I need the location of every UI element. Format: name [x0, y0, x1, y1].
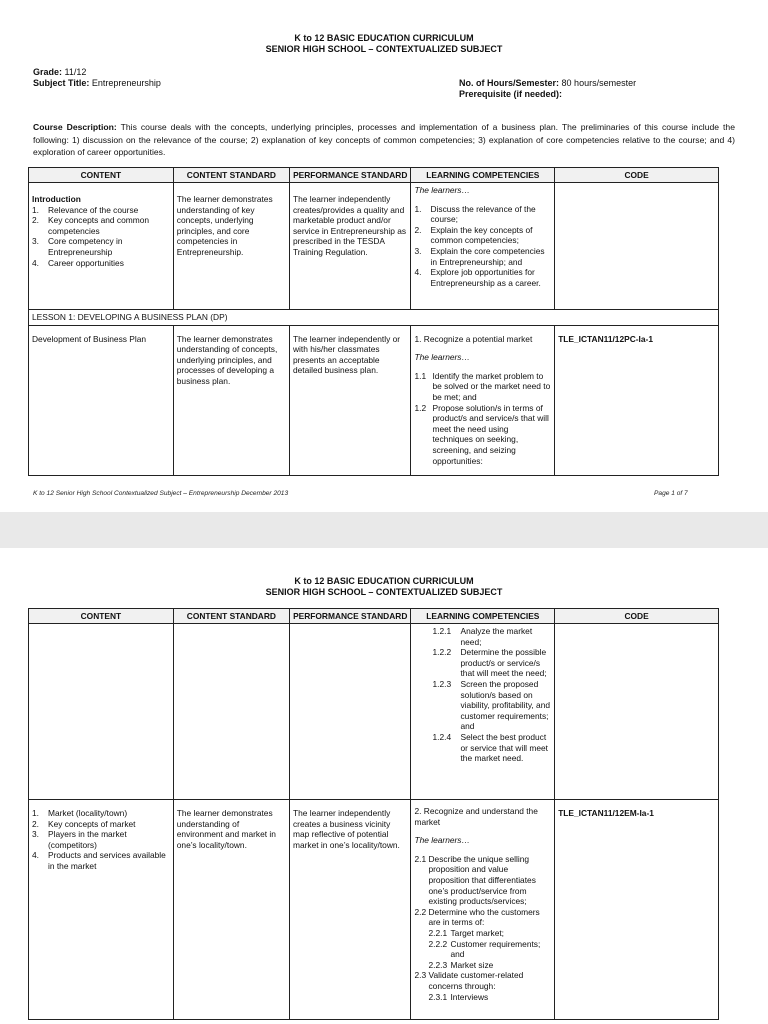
list-item: 1.2 Propose solution/s in terms of product/s and service/s that will meet the need using techniques on seeking, screening, and seizing opportunities: — [414, 402, 549, 466]
page-header — [0, 33, 768, 55]
competency-heading: 2. Recognize and understand the market — [414, 806, 538, 827]
dbp-learning-competencies — [411, 325, 555, 475]
course-description-text: This course deals with the concepts, underlying principles, processes and implementation of a business plan. The preliminaries of this course include the following: 1) discussion on the relevance of the course; 2) explanation of key concepts of common competencies; 3) explanation of core competencies relative to the course; and 4) exploration of career opportunities. — [33, 122, 735, 157]
prerequisite-label: Prerequisite (if needed): — [459, 89, 563, 99]
table-header-row — [29, 609, 719, 624]
intro-content-standard: The learner demonstrates understanding of key concepts, underlying principles, and core competencies in Entrepreneurship. — [173, 183, 289, 310]
market-learning-competencies — [411, 800, 555, 1020]
subject-line — [33, 78, 161, 89]
list-item: 1. Market (locality/town) — [32, 808, 128, 818]
intro-content-cell — [29, 183, 174, 310]
market-performance-standard: The learner independently creates a business vicinity map reflective of potential market in one’s locality/town. — [289, 800, 411, 1020]
hours-value: 80 hours/semester — [561, 78, 637, 88]
market-code-cell — [555, 800, 719, 1020]
lesson-1-row — [29, 310, 719, 326]
empty-cell — [289, 624, 411, 800]
list-item: 1.1 Identify the market problem to be solved or the market need to be met; and — [414, 370, 551, 402]
list-item: 3. Explain the core competencies in Entrepreneurship; and — [414, 245, 545, 267]
intro-performance-standard: The learner independently creates/provides a quality and marketable product and/or service in Entrepreneurship as prescribed in the TESDA Training Regulation. — [289, 183, 411, 310]
curriculum-title: K to 12 BASIC EDUCATION CURRICULUM — [294, 33, 474, 43]
empty-cell — [29, 624, 174, 800]
dbp-content-standard: The learner demonstrates understanding of concepts, underlying principles, and processes of developing a business plan. — [173, 325, 289, 475]
lesson-1-title: LESSON 1: DEVELOPING A BUSINESS PLAN (DP) — [29, 310, 719, 326]
market-content-standard: The learner demonstrates understanding of environment and market in one’s locality/town. — [173, 800, 289, 1020]
list-item: 4. Explore job opportunities for Entrepreneurship as a career. — [414, 267, 541, 288]
curriculum-subtitle: SENIOR HIGH SCHOOL – CONTEXTUALIZED SUBJECT — [265, 44, 503, 54]
empty-cell — [173, 624, 289, 800]
table-header-row — [29, 168, 719, 183]
list-item: 2.2.2 Customer requirements; and — [428, 938, 541, 960]
course-description-label: Course Description: — [33, 122, 117, 132]
intro-learning-competencies — [411, 183, 555, 310]
list-item: 2.2.3 Market size — [428, 959, 494, 970]
curriculum-table-2 — [28, 608, 719, 1020]
header-code: CODE — [555, 168, 719, 183]
list-item: 2.3.1 Interviews — [428, 991, 489, 1002]
list-item: 3. Players in the market (competitors) — [32, 829, 127, 850]
header-content-standard: CONTENT STANDARD — [173, 168, 289, 183]
list-item: 1. Relevance of the course — [32, 204, 139, 215]
intro-code — [555, 183, 719, 310]
learners-label: The learners… — [414, 185, 470, 195]
curriculum-title: K to 12 BASIC EDUCATION CURRICULUM — [294, 576, 474, 586]
table-row-business-plan — [29, 325, 719, 475]
header-learning-competencies: LEARNING COMPETENCIES — [411, 609, 555, 624]
course-description — [33, 121, 735, 159]
competency-code: TLE_ICTAN11/12PC-Ia-1 — [558, 333, 653, 344]
empty-cell — [555, 624, 719, 800]
intro-list — [32, 205, 170, 269]
list-item: 1.2.1 Analyze the market need; — [432, 626, 533, 647]
list-item: 4. Career opportunities — [32, 257, 124, 268]
continued-competencies — [411, 624, 555, 800]
intro-title: Introduction — [32, 194, 81, 204]
list-item: 2.2 Determine who the customers are in terms of: — [414, 906, 540, 928]
market-content-cell — [29, 800, 174, 1020]
dbp-content: Development of Business Plan — [29, 325, 174, 475]
document-page-2 — [0, 548, 768, 1024]
table-row-continuation — [29, 624, 719, 800]
page-header — [0, 576, 768, 598]
grade-line — [33, 67, 86, 78]
list-item: 1.2.2 Determine the possible product/s or service/s that will meet the need; — [432, 647, 547, 679]
grade-value: 11/12 — [64, 67, 87, 77]
footer-left: K to 12 Senior High School Contextualized Subject – Entrepreneurship December 2013 — [33, 490, 289, 497]
dbp-code-cell — [555, 325, 719, 475]
table-row-market — [29, 800, 719, 1020]
header-content: CONTENT — [29, 168, 174, 183]
grade-label: Grade: — [33, 67, 63, 77]
table-row-introduction — [29, 183, 719, 310]
list-item: 3. Core competency in Entrepreneurship — [32, 236, 123, 257]
hours-label: No. of Hours/Semester: — [459, 78, 560, 88]
competency-heading: 1. Recognize a potential market — [414, 333, 533, 344]
list-item: 2. Explain the key concepts of common competencies; — [414, 224, 533, 246]
prerequisite-line — [459, 89, 562, 100]
list-item: 4. Products and services available in the market — [32, 850, 166, 871]
list-item: 2.2.1 Target market; — [428, 927, 505, 938]
list-item: 2. Key concepts of market — [32, 818, 136, 829]
list-item: 2.3 Validate customer-related concerns through: — [414, 970, 524, 991]
dbp-performance-standard: The learner independently or with his/her classmates presents an acceptable detailed business plan. — [289, 325, 411, 475]
learners-label: The learners… — [414, 835, 470, 846]
header-performance-standard: PERFORMANCE STANDARD — [289, 168, 411, 183]
list-item: 1.2.4 Select the best product or service that will meet the market need. — [432, 731, 548, 764]
list-item: 2.1 Describe the unique selling proposition and value proposition that differentiates one’s product/service from existing products/services; — [414, 853, 536, 907]
footer-page-number: Page 1 of 7 — [654, 490, 688, 497]
list-item: 1. Discuss the relevance of the course; — [414, 203, 536, 225]
learners-label: The learners… — [414, 352, 470, 363]
list-item: 1.2.3 Screen the proposed solution/s based on viability, profitability, and customer requirements; and — [432, 678, 551, 732]
hours-line — [459, 78, 636, 89]
header-performance-standard: PERFORMANCE STANDARD — [289, 609, 411, 624]
header-code: CODE — [555, 609, 719, 624]
header-learning-competencies: LEARNING COMPETENCIES — [411, 168, 555, 183]
header-content: CONTENT — [29, 609, 174, 624]
subject-label: Subject Title: — [33, 78, 90, 88]
curriculum-subtitle: SENIOR HIGH SCHOOL – CONTEXTUALIZED SUBJECT — [265, 587, 503, 597]
list-item: 2. Key concepts and common competencies — [32, 215, 150, 236]
subject-value: Entrepreneurship — [91, 78, 161, 88]
header-content-standard: CONTENT STANDARD — [173, 609, 289, 624]
curriculum-table-1 — [28, 167, 719, 476]
competency-code: TLE_ICTAN11/12EM-Ia-1 — [558, 808, 654, 818]
